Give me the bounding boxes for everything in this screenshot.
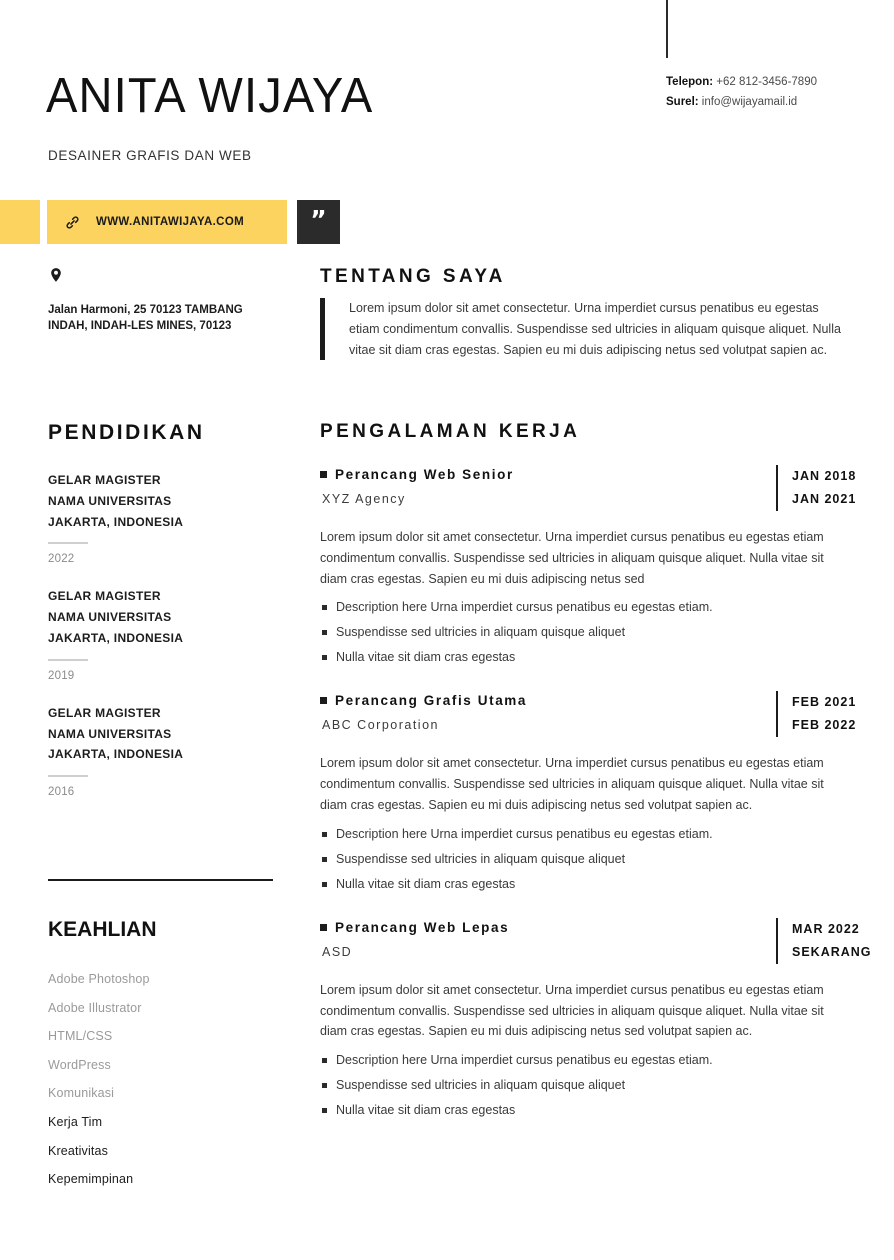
skill-item: Adobe Photoshop [48, 972, 150, 986]
about-text: Lorem ipsum dolor sit amet consectetur. Urna imperdiet cursus penatibus eu egestas etiam condimentum convallis. Suspendisse sed ultricies in aliquam quisque aliquet. Nulla vitae sit diam cras egestas. Sapien eu mi duis adipiscing netus sed volutpat sapien ac. [320, 298, 850, 360]
education-school: NAMA UNIVERSITAS [48, 726, 172, 741]
experience-header-left [320, 465, 762, 506]
job-title: Perancang Web Senior [335, 467, 514, 482]
bullet-square-icon [320, 471, 327, 478]
job-company: ASD [322, 944, 353, 959]
job-bullet: Nulla vitae sit diam cras egestas [320, 645, 894, 670]
job-date-end: JAN 2021 [792, 492, 857, 506]
skill-item: Kreativitas [48, 1143, 109, 1158]
education-item [48, 586, 282, 681]
phone-row [666, 72, 892, 92]
experience-list [320, 465, 894, 1144]
job-bullet: Description here Urna imperdiet cursus penatibus eu egestas etiam. [320, 822, 894, 847]
education-location: JAKARTA, INDONESIA [48, 630, 184, 645]
candidate-job-title: DESAINER GRAFIS DAN WEB [48, 148, 252, 163]
job-date-start: MAR 2022 [792, 921, 860, 936]
skill-item: Adobe Illustrator [48, 1000, 142, 1015]
education-degree: GELAR MAGISTER [48, 705, 161, 720]
skill-item: Kepemimpinan [48, 1172, 134, 1187]
email-row [666, 92, 892, 112]
education-year: 2019 [48, 669, 75, 682]
job-date-range [776, 465, 894, 511]
job-company: XYZ Agency [322, 492, 406, 506]
job-bullet: Suspendisse sed ultricies in aliquam quisque aliquet [320, 1073, 894, 1098]
education-school: NAMA UNIVERSITAS [48, 493, 172, 508]
experience-item [320, 918, 894, 1123]
job-bullet: Description here Urna imperdiet cursus penatibus eu egestas etiam. [320, 1048, 894, 1073]
skill-item: WordPress [48, 1057, 111, 1072]
contact-details [666, 72, 892, 112]
skill-item: HTML/CSS [48, 1029, 113, 1044]
job-bullet: Description here Urna imperdiet cursus penatibus eu egestas etiam. [320, 595, 894, 620]
education-divider [48, 775, 88, 777]
job-date-range [776, 918, 894, 964]
location-pin-icon [48, 265, 64, 285]
sidebar-section-divider [48, 879, 273, 881]
job-description: Lorem ipsum dolor sit amet consectetur. Urna imperdiet cursus penatibus eu egestas etiam condimentum convallis. Suspendisse sed ultricies in aliquam quisque aliquet. Nulla vitae sit diam cras egestas. Sapien eu mi duis adipiscing netus sed [320, 530, 824, 586]
job-company: ABC Corporation [322, 718, 439, 733]
quote-badge [297, 200, 340, 244]
education-item [48, 703, 282, 798]
job-bullet: Nulla vitae sit diam cras egestas [320, 872, 894, 897]
about-heading: TENTANG SAYA [320, 266, 506, 287]
education-divider [48, 542, 88, 544]
phone-label: Telepon: [666, 76, 714, 88]
accent-block-left [0, 200, 40, 244]
experience-header [320, 465, 894, 511]
experience-item [320, 691, 894, 896]
job-bullet-list [320, 1048, 894, 1123]
email-value: info@wijayamail.id [701, 96, 798, 108]
experience-heading: PENGALAMAN KERJA [320, 421, 581, 442]
skill-item: Kerja Tim [48, 1114, 103, 1129]
job-title: Perancang Web Lepas [335, 919, 510, 935]
job-date-end: SEKARANG [792, 944, 872, 959]
education-school: NAMA UNIVERSITAS [48, 610, 172, 625]
experience-header [320, 691, 894, 737]
website-banner[interactable] [47, 200, 287, 244]
experience-header [320, 918, 894, 964]
education-item [48, 470, 282, 565]
education-location: JAKARTA, INDONESIA [48, 514, 184, 529]
education-year: 2016 [48, 786, 75, 799]
website-url: WWW.ANITAWIJAYA.COM [96, 216, 245, 228]
link-icon [65, 215, 80, 230]
experience-item [320, 465, 894, 670]
header-accent-rule [666, 0, 668, 58]
education-degree: GELAR MAGISTER [48, 473, 161, 487]
job-bullet-list [320, 822, 894, 897]
experience-header-left [320, 691, 762, 732]
bullet-square-icon [320, 924, 327, 931]
job-bullet-list [320, 595, 894, 670]
job-description: Lorem ipsum dolor sit amet consectetur. Urna imperdiet cursus penatibus eu egestas etiam condimentum convallis. Suspendisse sed ultricies in aliquam quisque aliquet. Nulla vitae sit diam cras egestas. Sapien eu mi duis adipiscing netus sed volutpat sapien ac. [320, 982, 824, 1039]
email-label: Surel: [666, 96, 699, 108]
job-date-start: FEB 2021 [792, 695, 857, 710]
job-bullet: Suspendisse sed ultricies in aliquam quisque aliquet [320, 847, 894, 872]
education-location: JAKARTA, INDONESIA [48, 747, 184, 762]
education-list [48, 470, 282, 819]
skills-list [48, 965, 282, 1194]
job-date-range [776, 691, 894, 737]
experience-header-left [320, 918, 762, 959]
job-title: Perancang Grafis Utama [335, 693, 528, 709]
skill-item: Komunikasi [48, 1086, 115, 1101]
job-date-end: FEB 2022 [792, 718, 857, 733]
job-title-row [320, 465, 762, 484]
education-divider [48, 659, 88, 661]
job-bullet: Nulla vitae sit diam cras egestas [320, 1098, 894, 1123]
address-text: Jalan Harmoni, 25 70123 TAMBANG INDAH, INDAH-LES MINES, 70123 [48, 304, 243, 332]
education-degree: GELAR MAGISTER [48, 589, 161, 604]
education-year: 2022 [48, 553, 75, 566]
candidate-name: ANITA WIJAYA [46, 69, 374, 123]
bullet-square-icon [320, 697, 327, 704]
job-bullet: Suspendisse sed ultricies in aliquam quisque aliquet [320, 620, 894, 645]
education-heading: PENDIDIKAN [48, 421, 205, 444]
phone-value: +62 812-3456-7890 [716, 76, 817, 88]
skills-heading: KEAHLIAN [48, 918, 157, 941]
job-date-start: JAN 2018 [792, 469, 857, 483]
quote-icon: ” [310, 204, 327, 234]
job-title-row [320, 918, 762, 937]
job-description: Lorem ipsum dolor sit amet consectetur. Urna imperdiet cursus penatibus eu egestas etiam condimentum convallis. Suspendisse sed ultricies in aliquam quisque aliquet. Nulla vitae sit diam cras egestas. Sapien eu mi duis adipiscing netus sed volutpat sapien ac. [320, 756, 824, 812]
job-title-row [320, 691, 762, 710]
